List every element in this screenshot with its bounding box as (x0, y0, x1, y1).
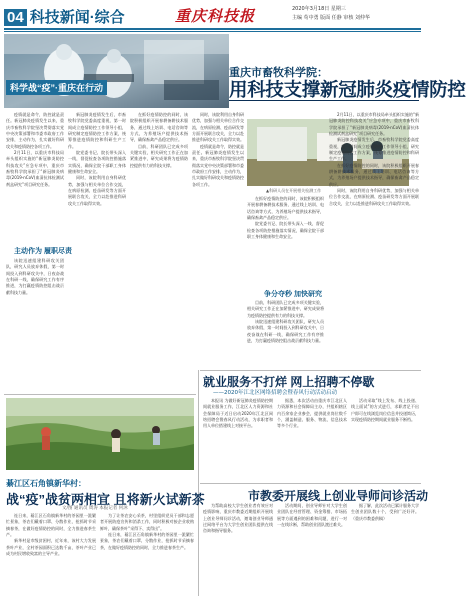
lower-story-col1: 连日来，綦江区石角镇新华村的茶园里一派繁忙景象，茶农们戴着口罩、分散作业，抢抓时节采摘春茶，在做好疫情防控的同时，全力推进春茶生产。 新华村是市级贫困村，近年来，该村大力发展茶叶产业，全村茶园面积已达数千亩，茶叶产业已成为村民增收致富的主导产业。 (6, 513, 96, 557)
employment-story-col2: 据悉，本次活动由重庆市江北区人力资源和社会保障局主办，共组织辖区内百余家企业参会，提供就业岗位数千个，涵盖制造、服务、物流、信息技术等多个行业。 (277, 398, 347, 429)
lead-story-col1: 疫情就是命令，防控就是责任。新冠肺炎疫情发生以来，重庆市畜牧科学院坚决贯彻落实党中央决策部署和市委市政府工作安排，主动作为，扎实做好科研攻关和疫情防控各项工作。 2月11日，以重庆市科技局牵头组织实施的“新冠肺炎防控科技攻关”应急专项中，重庆市畜牧科学院承担了“新冠肺炎病毒(2019-nCoV)血清抗体检测试剂盒研究”项目研究任务。 (6, 112, 64, 187)
page-tag (4, 6, 125, 27)
lower-story-byline: 文/图 通讯员 周涛 本报记者 何沐 (62, 506, 128, 511)
lead-story-col2: 新冠肺炎疫情发生后，市畜牧科学院党委高度重视，第一时间成立疫情防控工作领导小组，研究制定疫情防控工作方案，统筹推进疫情防控和科研生产工作。 院党委书记、院长带头深入一线，督促检查各项防控措施落实情况，确保全院干部职工身体健康和生命安全。 同时，该院利用自身科研优势，加强与相关单位合作交流，在病原检测、疫苗研发等方面开展联合攻关，全力以赴推进科研攻关工作取得实效。 (68, 112, 126, 206)
section-divider (200, 370, 421, 371)
tea-garden-photo (6, 398, 194, 470)
page-number: 04 (4, 9, 27, 26)
lead-story-col5: 在抓好疫情防控的同时，该院积极组织开展春耕备耕技术服务，通过线上培训、电话咨询等方式，为养殖场户提供技术指导，确保畜禽产品稳定供应。 院党委书记、院长带头深入一线，督促检查各项防控措施落实情况，确保全院干部职工身体健康和生命安全。 (247, 196, 324, 240)
lead-story-col5b: 目前，科研团队已完成多项关键实验，相关研究工作正在加紧推进中，研究成果将为疫情防控提供有力的科技支撑。 该院迅速组建科研攻关团队，研究人员放弃休假，第一时间投入到科研攻关中，日夜奋战在科研一线，确保研究工作有序推进，为打赢疫情防控阻击战贡献科技力量。 (247, 300, 324, 344)
lead-story-col3: 在抓好疫情防控的同时，该院积极组织开展春耕备耕技术服务，通过线上培训、电话咨询等方式，为养殖场户提供技术指导，确保畜禽产品稳定供应。 目前，科研团队已完成多项关键实验，相关研究工作正在加紧推进中，研究成果将为疫情防控提供有力的科技支撑。 (130, 112, 188, 168)
employment-story-headline: 就业服务不打烊 网上招聘不停歇 (203, 375, 375, 389)
lead-story-headline: 用科技支撑新冠肺炎疫情防控 (229, 79, 466, 100)
lead-story-photo (4, 34, 229, 108)
lower-story-headline: 战“疫”战贫两相宜 且将新火试新茶 (6, 492, 205, 507)
lower-story-subtitle: 綦江区石角镇新华村： (6, 479, 86, 488)
lead-story-col1b: 该院迅速组建科研攻关团队，研究人员放弃休假，第一时间投入到科研攻关中，日夜奋战在科研一线，确保研究工作有序推进，为打赢疫情防控阻击战贡献科技力量。 (6, 258, 64, 295)
lead-story-subtitle: 重庆市畜牧科学院： (229, 67, 328, 79)
editor-line: 主编 苟中勇 版面 任静 审核 刘仲华 (292, 15, 370, 21)
newspaper-name: 重庆科技报 (175, 7, 256, 25)
section-divider (4, 394, 196, 395)
lower-story-col2: 为了让茶农安心采茶，村里组织党员干部和志愿者开展防疫宣传和消杀工作，同时积极对接企业收购鲜叶，确保茶叶“采得下、卖得出”。 连日来，綦江区石角镇新华村的茶园里一派繁忙景象，茶农们戴着口罩、分散作业，抢抓时节采摘春茶，在做好疫情防控的同时，全力推进春茶生产。 (100, 513, 194, 550)
lead-story-subhead-2: 争分夺秒 加快研究 (264, 291, 322, 298)
column-divider (198, 370, 199, 596)
education-story-col2: 活动期间，创业导师针对大学生创业团队在经营管理、资金筹措、市场拓展等方面遇到的困难和问题，进行一对一在线诊断，帮助创业团队渡过难关。 (277, 503, 347, 528)
education-story-headline: 市教委开展线上创业导师问诊活动 (248, 489, 429, 503)
lead-story-kicker: 科学战“疫”·重庆在行动 (6, 80, 107, 95)
section-divider (200, 483, 421, 484)
masthead-rule (4, 28, 421, 30)
employment-story-subtitle: ——2020年江北区网络招聘会暨春风行动活动启动 (213, 390, 337, 396)
employment-story-col3: 活动采取“线上发布、线上投递、线上面试”的方式进行，求职者足不出户即可在线浏览岗位信息并投递简历，实现疫情防控期间就业服务不断档。 (351, 398, 419, 423)
employment-story-col1: 本报讯 为做好新冠肺炎疫情防控期间就业服务工作，江北区人力资源和社会保障局于近日启动2020年江北区网络招聘会暨春风行动活动，为求职者和用人单位搭建线上对接平台。 (203, 398, 273, 429)
lead-story-subhead-1: 主动作为 履职尽责 (14, 248, 72, 255)
lead-story-col4: 同时，该院利用自身科研优势，加强与相关单位合作交流，在病原检测、疫苗研发等方面开展联合攻关，全力以赴推进科研攻关工作取得实效。 疫情就是命令，防控就是责任。新冠肺炎疫情发生以来，重庆市畜牧科学院坚决贯彻落实党中央决策部署和市委市政府工作安排，主动作为，扎实做好科研攻关和疫情防控各项工作。 (192, 112, 244, 187)
education-story-col3: 据了解，此次活动已累计服务大学生创业团队数十个，受到广泛好评。（重庆市教委供稿） (351, 503, 419, 521)
masthead-rule-thin (4, 31, 421, 32)
education-story-col1: 为帮助高校大学生创业者有效应对疫情影响，重庆市教委近期组织开展线上创业导师问诊活动，邀请创业导师通过网络平台为大学生创业团队提供在线咨询和指导服务。 (203, 503, 273, 534)
headline-rule (229, 100, 419, 101)
lead-story-col6: 2月11日，以重庆市科技局牵头组织实施的“新冠肺炎防控科技攻关”应急专项中，重庆市畜牧科学院承担了“新冠肺炎病毒(2019-nCoV)血清抗体检测试剂盒研究”项目研究任务。 新冠肺炎疫情发生后，市畜牧科学院党委高度重视，第一时间成立疫情防控工作领导小组，研究制定疫情防控工作方案，统筹推进疫情防控和科研生产工作。 在抓好疫情防控的同时，该院积极组织开展春耕备耕技术服务，通过线上培训、电话咨询等方式，为养殖场户提供技术指导，确保畜禽产品稳定供应。 同时，该院利用自身科研优势，加强与相关单位合作交流，在病原检测、疫苗研发等方面开展联合攻关，全力以赴推进科研攻关工作取得实效。 (329, 112, 419, 206)
issue-date-line: 2020年3月18日 星期三 (292, 6, 346, 12)
farm-photo-caption: ▲科研人员在开展相关检测工作 (266, 188, 322, 193)
page-section-label: 科技新闻·综合 (29, 9, 125, 26)
